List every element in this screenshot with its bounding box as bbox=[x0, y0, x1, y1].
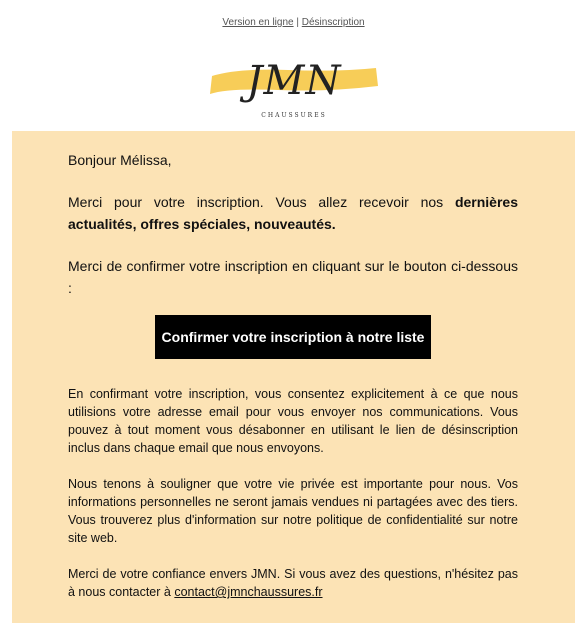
email-content bbox=[68, 149, 518, 619]
confirm-paragraph: Merci de confirmer votre inscription en cliquant sur le bouton ci-dessous : bbox=[68, 258, 518, 296]
privacy-paragraph: Nous tenons à souligner que votre vie privée est importante pour nous. Vos informations personnelles ne seront jamais vendues ni partagées avec des tiers. Vous trouverez plus d'information sur notre politique de confidentialité sur notre site web. bbox=[68, 477, 518, 545]
consent-paragraph: En confirmant votre inscription, vous consentez explicitement à ce que nous utilisions votre adresse email pour vous envoyer nos communications. Vous pouvez à tout moment vous désabonner en utilisant le lien de désinscription inclus dans chaque email que nous envoyons. bbox=[68, 387, 518, 455]
online-version-link[interactable]: Version en ligne bbox=[222, 17, 294, 28]
contact-email-link[interactable]: contact@jmnchaussures.fr bbox=[174, 585, 323, 599]
logo-mark: JMN bbox=[246, 58, 342, 104]
intro-text: Merci pour votre inscription. Vous allez recevoir nos bbox=[68, 194, 444, 210]
email-card bbox=[12, 131, 575, 623]
brand-logo bbox=[208, 56, 380, 126]
logo-tagline: CHAUSSURES bbox=[261, 112, 327, 119]
contact-paragraph bbox=[68, 565, 518, 601]
greeting: Bonjour Mélissa, bbox=[68, 152, 172, 168]
intro-bold-text: dernières actualités, offres spéciales, nouveautés. bbox=[68, 194, 518, 232]
legal-section bbox=[68, 385, 518, 601]
contact-text: Merci de votre confiance envers JMN. Si vous avez des questions, n'hésitez pas à nous contacter à bbox=[68, 567, 518, 599]
top-links bbox=[0, 17, 587, 28]
link-separator: | bbox=[296, 17, 299, 28]
confirm-subscription-button[interactable]: Confirmer votre inscription à notre liste bbox=[155, 315, 432, 359]
unsubscribe-link[interactable]: Désinscription bbox=[301, 17, 365, 28]
button-container bbox=[68, 315, 518, 359]
intro-paragraph bbox=[68, 191, 518, 235]
